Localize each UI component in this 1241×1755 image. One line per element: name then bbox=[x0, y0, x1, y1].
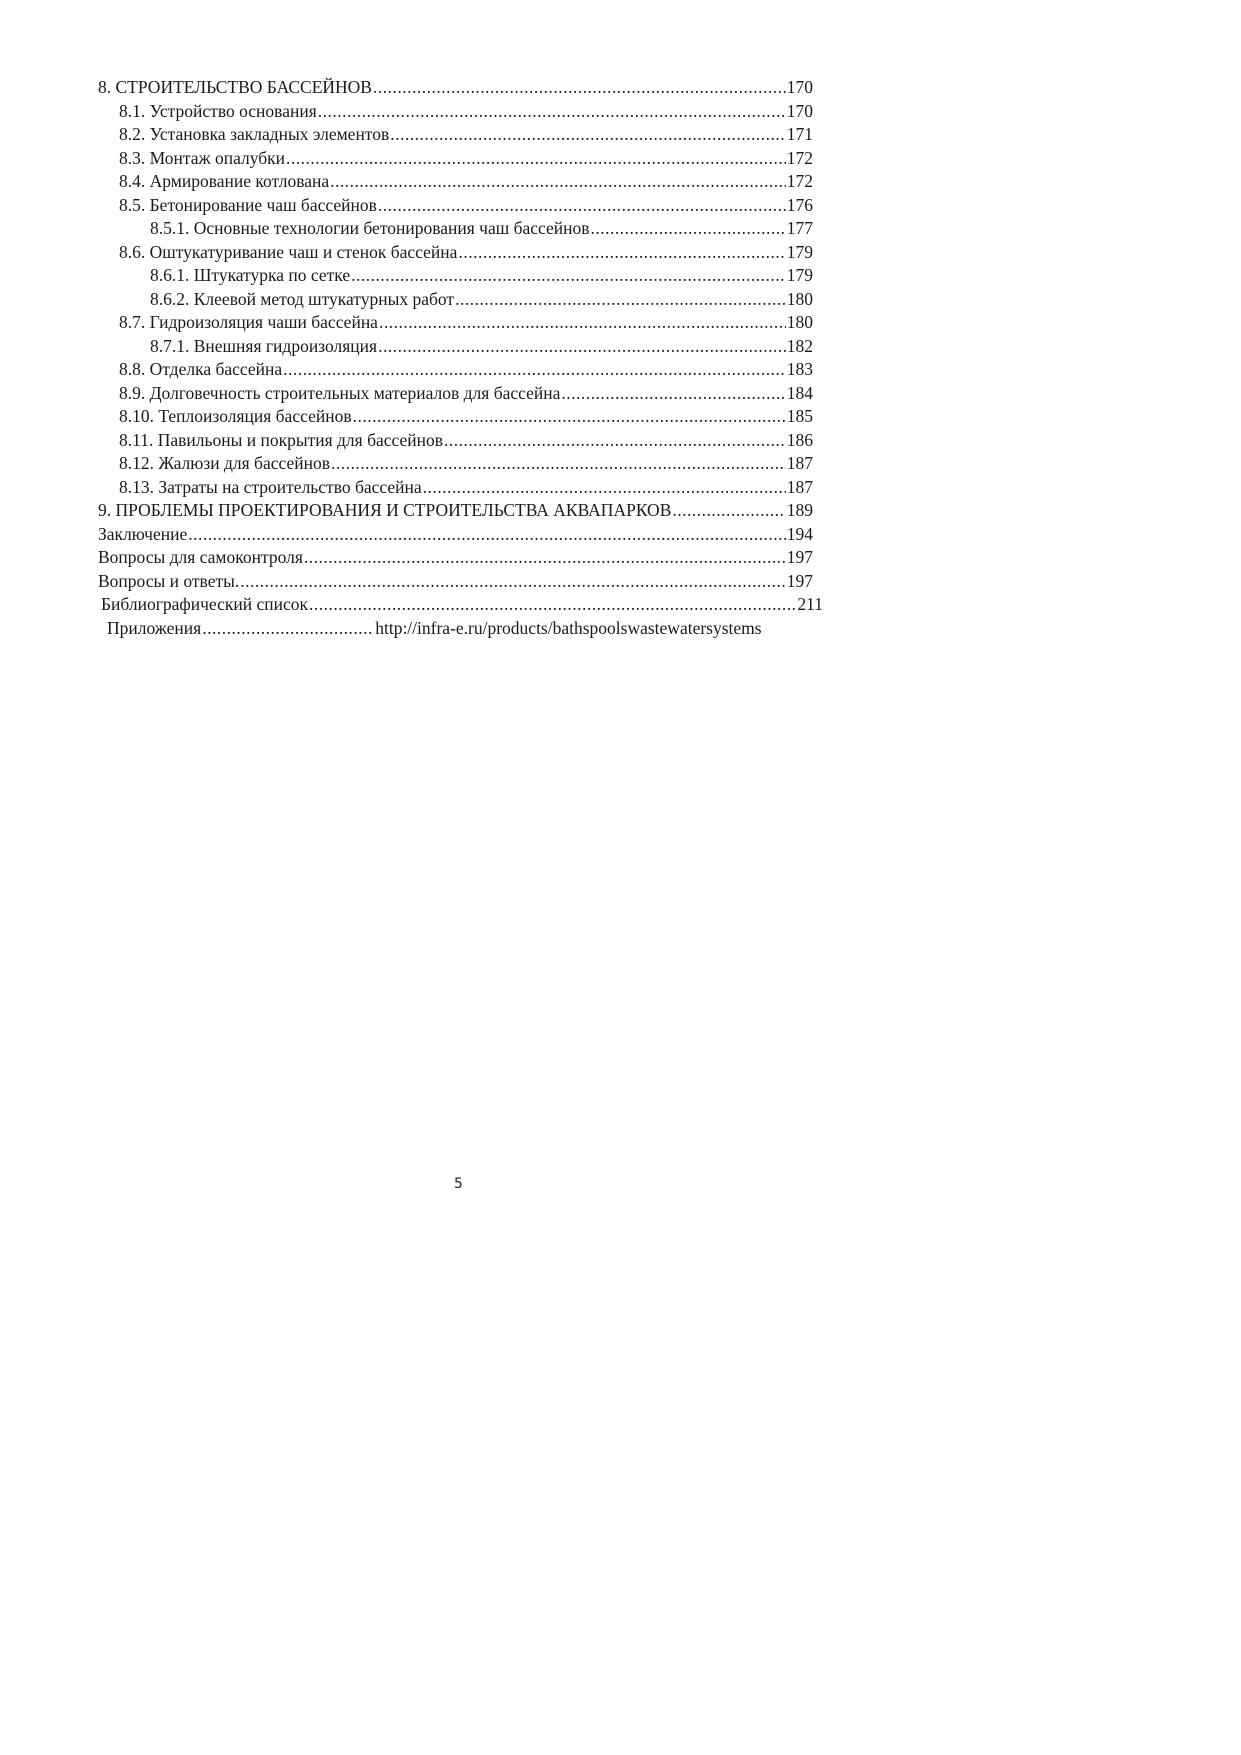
toc-entry-8-3[interactable] bbox=[98, 147, 813, 171]
toc-dot-leader bbox=[423, 476, 786, 500]
toc-entry-8-8[interactable] bbox=[98, 358, 813, 382]
toc-entry-title: 8.8. Отделка бассейна bbox=[119, 359, 283, 379]
toc-entry-page: 172 bbox=[786, 147, 813, 168]
toc-entry-title: 8.5.1. Основные технологии бетонирования чаш бассейнов bbox=[150, 218, 590, 238]
toc-dot-leader bbox=[561, 382, 785, 406]
toc-entry-page: 180 bbox=[786, 312, 813, 332]
toc-entry-8-5-1[interactable] bbox=[98, 217, 813, 241]
toc-entry-page: 189 bbox=[786, 500, 813, 520]
toc-entry-page: 180 bbox=[786, 288, 813, 309]
toc-entry-title: 8.3. Монтаж опалубки bbox=[119, 147, 286, 168]
toc-entry-chapter-9[interactable] bbox=[98, 499, 813, 523]
toc-entry-title: 8.5. Бетонирование чаш бассейнов bbox=[119, 194, 377, 215]
toc-entry-appendices[interactable] bbox=[98, 617, 813, 641]
toc-entry-title: 8.9. Долговечность строительных материалов для бассейна bbox=[119, 382, 561, 403]
toc-dot-leader bbox=[672, 499, 785, 523]
toc-dot-leader bbox=[353, 405, 786, 429]
toc-entry-self-check-questions[interactable] bbox=[98, 546, 813, 570]
toc-dot-leader bbox=[330, 170, 786, 194]
toc-entry-title: 8.4. Армирование котлована bbox=[119, 171, 330, 191]
toc-entry-title: 8.7. Гидроизоляция чаши бассейна bbox=[119, 312, 378, 332]
toc-entry-page: 176 bbox=[786, 194, 813, 215]
toc-entry-page: 197 bbox=[786, 570, 813, 591]
toc-entry-page: 187 bbox=[786, 453, 813, 473]
toc-entry-page: 211 bbox=[797, 594, 823, 614]
toc-entry-8-9[interactable] bbox=[98, 382, 813, 406]
toc-entry-title: 8.6. Оштукатуривание чаш и стенок бассейна bbox=[119, 241, 458, 262]
toc-dot-leader bbox=[283, 358, 786, 382]
toc-dot-leader bbox=[458, 241, 785, 265]
toc-entry-conclusion[interactable] bbox=[98, 523, 813, 547]
toc-dot-leader bbox=[378, 335, 786, 359]
toc-entry-8-10[interactable] bbox=[98, 405, 813, 429]
toc-entry-page: 170 bbox=[786, 77, 813, 97]
toc-entry-8-4[interactable] bbox=[98, 170, 813, 194]
toc-entry-8-6-1[interactable] bbox=[98, 264, 813, 288]
toc-dot-leader bbox=[373, 76, 786, 100]
toc-entry-8-6[interactable] bbox=[98, 241, 813, 265]
toc-entry-page: 177 bbox=[786, 218, 813, 238]
toc-dot-leader bbox=[379, 311, 786, 335]
toc-entry-title: 8.13. Затраты на строительство бассейна bbox=[119, 476, 422, 497]
toc-entry-page: 185 bbox=[786, 406, 813, 426]
toc-dot-leader bbox=[351, 264, 786, 288]
toc-dot-leader bbox=[309, 593, 796, 617]
toc-entry-page: 171 bbox=[786, 124, 813, 144]
toc-entry-page: 179 bbox=[786, 265, 813, 285]
toc-dot-leader bbox=[188, 523, 786, 547]
toc-dot-leader bbox=[286, 147, 786, 171]
toc-entry-title: 9. ПРОБЛЕМЫ ПРОЕКТИРОВАНИЯ И СТРОИТЕЛЬСТВА АКВАПАРКОВ bbox=[98, 500, 672, 520]
toc-dot-leader bbox=[331, 452, 786, 476]
toc-dot-leader bbox=[455, 288, 786, 312]
toc-entry-title: 8.11. Павильоны и покрытия для бассейнов bbox=[119, 429, 444, 450]
toc-entry-page: 187 bbox=[786, 476, 813, 497]
toc-entry-8-6-2[interactable] bbox=[98, 288, 813, 312]
toc-dot-leader bbox=[202, 617, 374, 641]
page-number: 5 bbox=[454, 1176, 463, 1192]
toc-entry-title: 8.1. Устройство основания bbox=[119, 100, 317, 121]
toc-entry-page: 197 bbox=[786, 547, 813, 567]
toc-entry-page: 170 bbox=[786, 100, 813, 121]
toc-entry-title: 8.12. Жалюзи для бассейнов bbox=[119, 453, 330, 473]
toc-entry-8-7[interactable] bbox=[98, 311, 813, 335]
toc-dot-leader bbox=[318, 100, 786, 124]
toc-entry-title: Заключение bbox=[98, 523, 188, 544]
toc-entry-title: Приложения bbox=[107, 617, 202, 638]
toc-entry-page: 179 bbox=[786, 241, 813, 262]
toc-entry-8-1[interactable] bbox=[98, 100, 813, 124]
toc-entry-title: Вопросы для самоконтроля bbox=[98, 547, 303, 567]
toc-dot-leader bbox=[444, 429, 786, 453]
toc-dot-leader bbox=[390, 123, 786, 147]
table-of-contents bbox=[98, 76, 823, 640]
toc-entry-title: 8.7.1. Внешняя гидроизоляция bbox=[150, 335, 378, 356]
toc-entry-title: 8.6.1. Штукатурка по сетке bbox=[150, 265, 351, 285]
toc-dot-leader bbox=[378, 194, 786, 218]
toc-dot-leader bbox=[240, 570, 786, 594]
toc-entry-8-2[interactable] bbox=[98, 123, 813, 147]
toc-dot-leader bbox=[304, 546, 786, 570]
toc-entry-page: 172 bbox=[786, 171, 813, 191]
toc-entry-8-5[interactable] bbox=[98, 194, 813, 218]
toc-entry-page: 183 bbox=[786, 359, 813, 379]
toc-entry-questions-answers[interactable] bbox=[98, 570, 813, 594]
toc-entry-chapter-8[interactable] bbox=[98, 76, 813, 100]
toc-entry-title: 8. СТРОИТЕЛЬСТВО БАССЕЙНОВ bbox=[98, 77, 372, 97]
toc-entry-page: 182 bbox=[786, 335, 813, 356]
appendix-link[interactable]: http://infra-e.ru/products/bathspoolswastewatersystems bbox=[375, 617, 762, 638]
toc-entry-title: 8.2. Установка закладных элементов bbox=[119, 124, 390, 144]
toc-entry-8-11[interactable] bbox=[98, 429, 813, 453]
toc-entry-8-13[interactable] bbox=[98, 476, 813, 500]
toc-dot-leader bbox=[591, 217, 786, 241]
toc-entry-page: 194 bbox=[786, 523, 813, 544]
toc-entry-bibliography[interactable] bbox=[98, 593, 823, 617]
toc-entry-page: 184 bbox=[786, 382, 813, 403]
toc-entry-title: 8.10. Теплоизоляция бассейнов bbox=[119, 406, 352, 426]
toc-entry-page: 186 bbox=[786, 429, 813, 450]
toc-entry-title: Библиографический список bbox=[101, 594, 309, 614]
toc-entry-8-12[interactable] bbox=[98, 452, 813, 476]
toc-entry-title: Вопросы и ответы. bbox=[98, 570, 240, 591]
toc-entry-title: 8.6.2. Клеевой метод штукатурных работ bbox=[150, 288, 455, 309]
toc-entry-8-7-1[interactable] bbox=[98, 335, 813, 359]
